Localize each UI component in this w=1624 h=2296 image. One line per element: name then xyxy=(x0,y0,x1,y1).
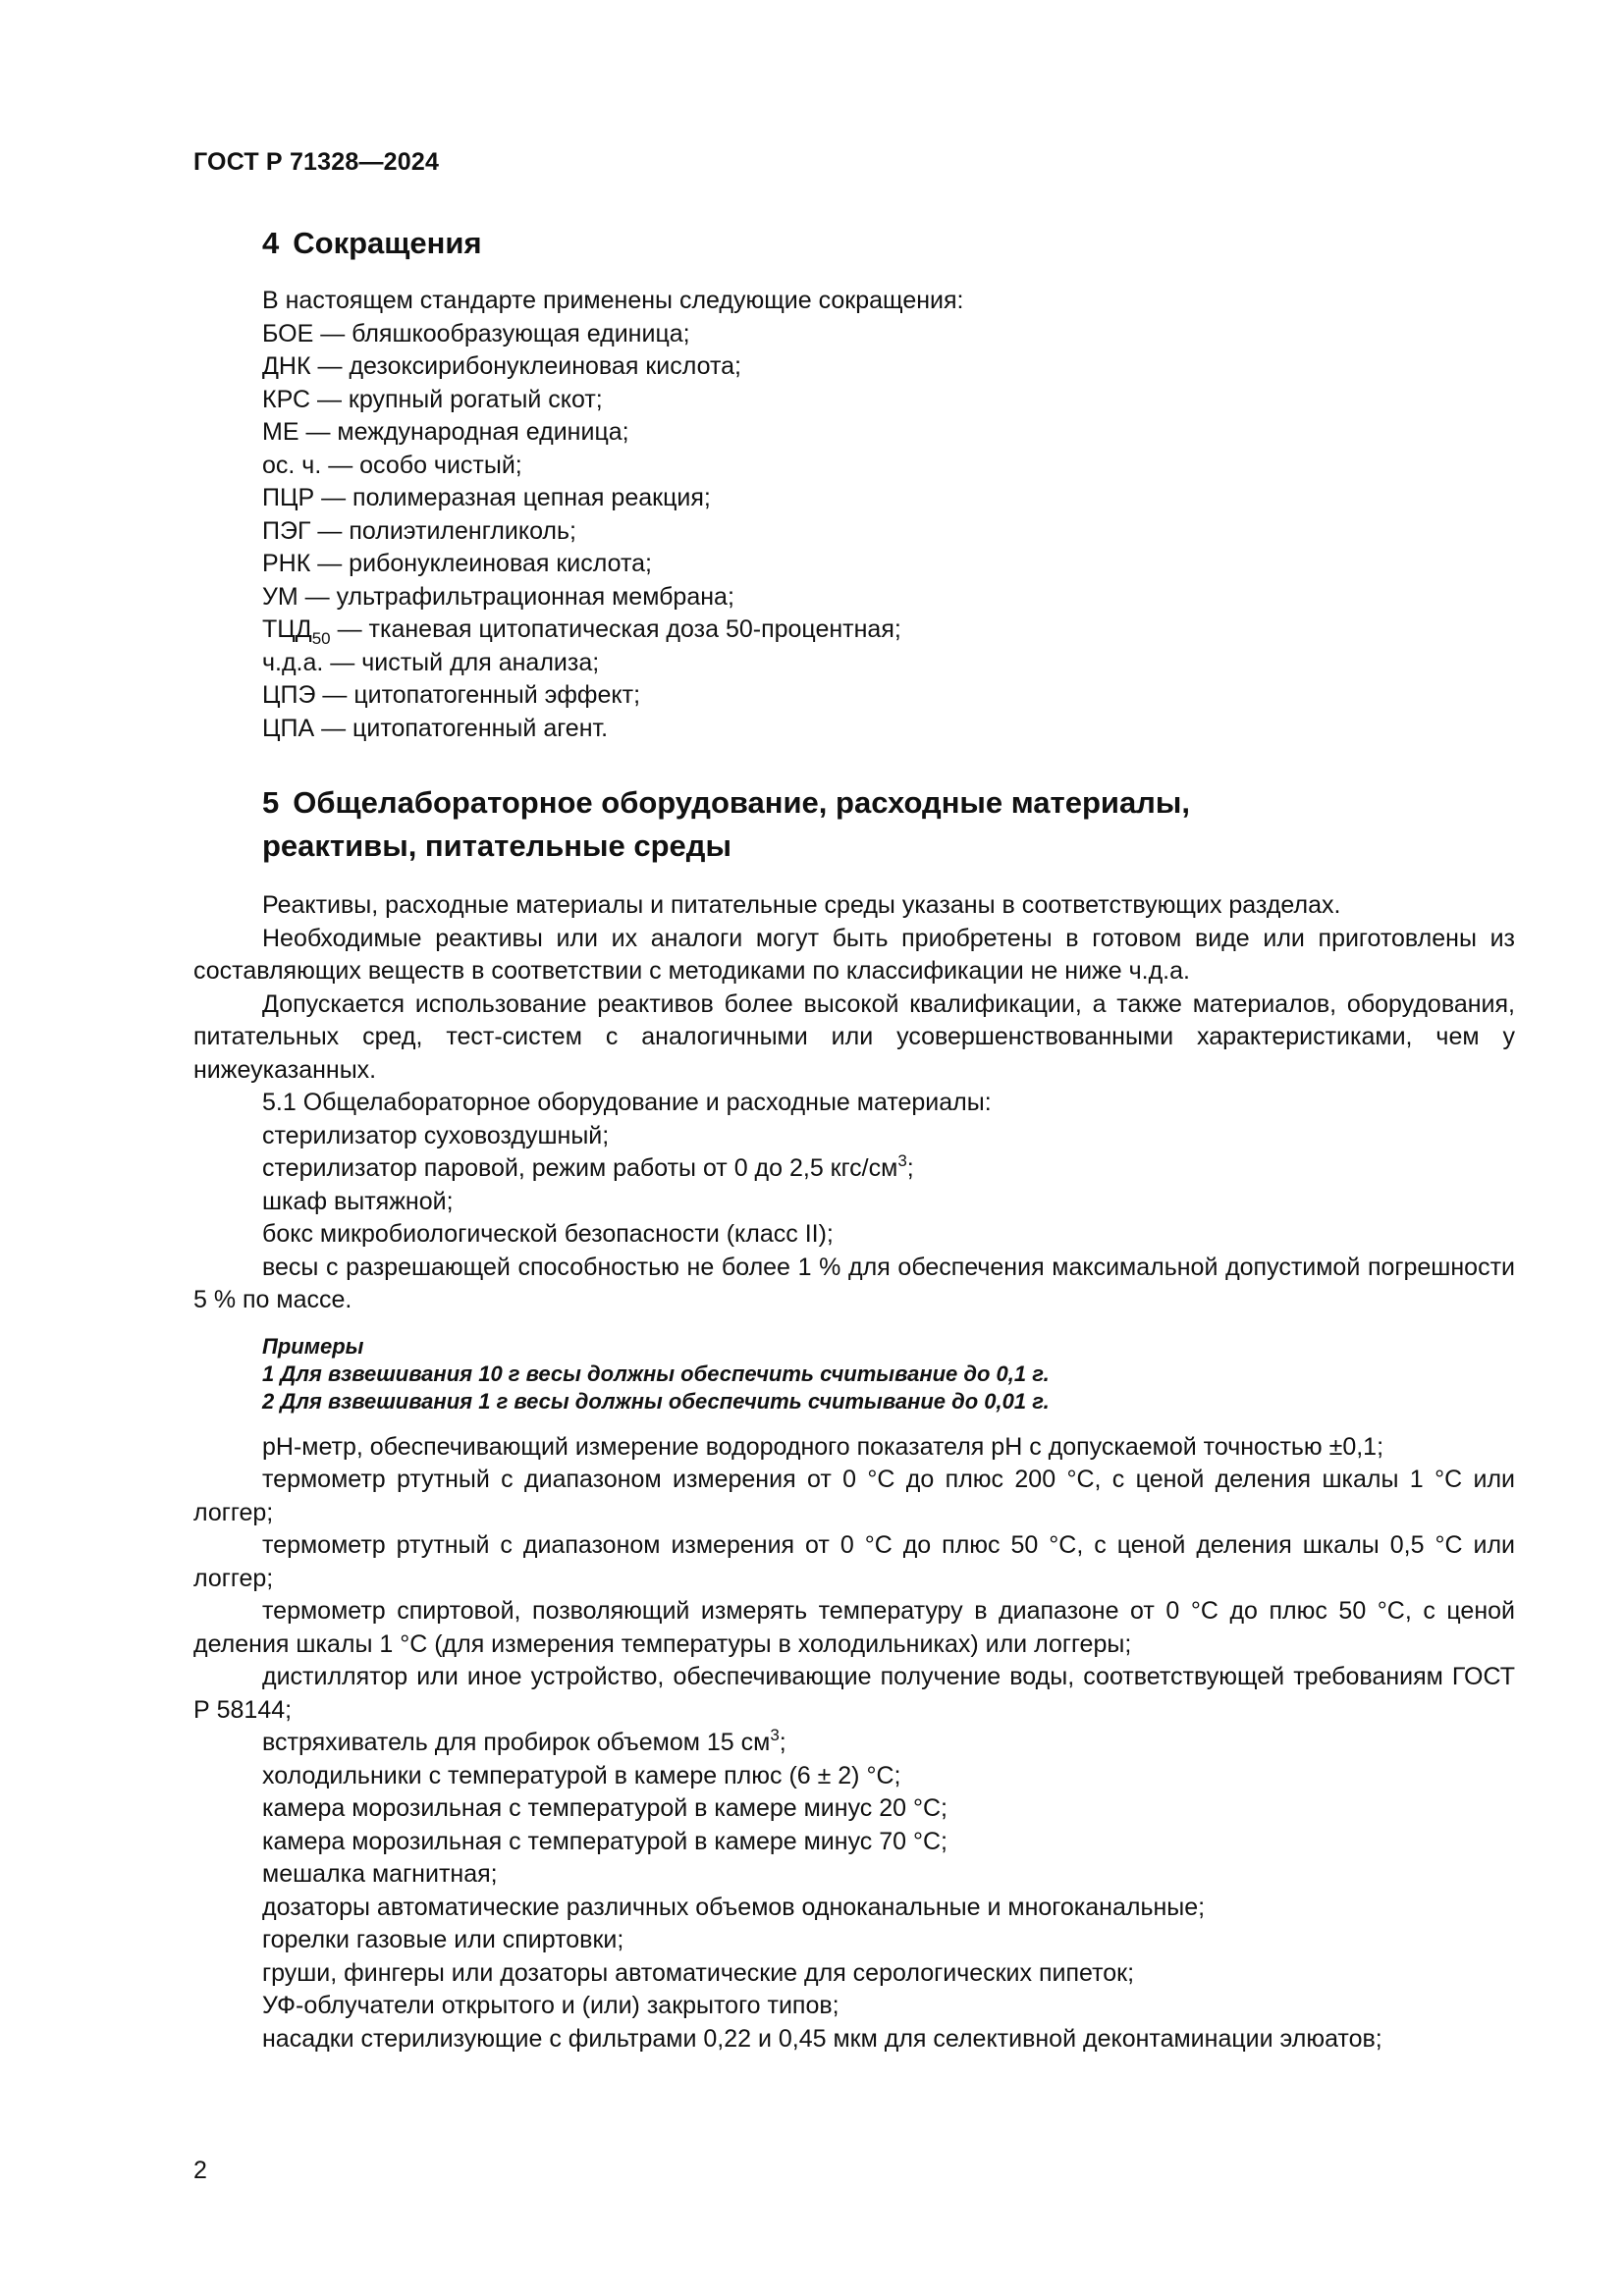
equipment-item-shaker xyxy=(193,1727,1515,1760)
section-4-number: 4 xyxy=(262,226,280,260)
equipment-item: камера морозильная с температурой в камере минус 20 °С; xyxy=(262,1794,947,1822)
section-5-title-line1: Общелабораторное оборудование, расходные материалы, xyxy=(293,785,1190,820)
equipment-item: бокс микробиологической безопасности (класс II); xyxy=(262,1220,834,1248)
equipment-item-sterilizer xyxy=(193,1152,1515,1186)
abbreviation-item: ч.д.а. — чистый для анализа; xyxy=(262,648,600,676)
abbreviation-item: ос. ч. — особо чистый; xyxy=(262,451,522,479)
tcd-abbr: ТЦД xyxy=(262,615,312,643)
tcd-definition: — тканевая цитопатическая доза 50-процентная; xyxy=(330,615,901,643)
abbreviation-item: БОЕ — бляшкообразующая единица; xyxy=(262,319,690,347)
equipment-item: холодильники с температурой в камере плюс (6 ± 2) °С; xyxy=(262,1761,901,1789)
abbreviation-item: ЦПЭ — цитопатогенный эффект; xyxy=(262,681,641,709)
superscript: 3 xyxy=(897,1151,907,1170)
paragraph: Допускается использование реактивов более высокой квалификации, а также материалов, оборудования, питательных сред, тест-систем с аналогичными или усовершенствованными характеристиками, чем у нижеуказанных. xyxy=(193,989,1515,1084)
abbreviation-item: ПЭГ — полиэтиленгликоль; xyxy=(262,516,576,545)
equipment-item: мешалка магнитная; xyxy=(262,1860,498,1888)
subsection-5-1: 5.1 Общелабораторное оборудование и расходные материалы: xyxy=(262,1089,992,1116)
superscript: 3 xyxy=(770,1726,780,1744)
section-5-number: 5 xyxy=(262,785,280,820)
equipment-item: насадки стерилизующие с фильтрами 0,22 и 0,45 мкм для селективной деконтаминации элюатов; xyxy=(262,2024,1382,2053)
equipment-item: горелки газовые или спиртовки; xyxy=(262,1926,624,1953)
equipment-item: стерилизатор суховоздушный; xyxy=(262,1121,610,1149)
abbreviation-item: ДНК — дезоксирибонуклеиновая кислота; xyxy=(262,352,741,380)
section-5-title-line2: реактивы, питательные среды xyxy=(262,828,731,863)
abbreviation-item: УМ — ультрафильтрационная мембрана; xyxy=(262,582,734,611)
equipment-item: камера морозильная с температурой в камере минус 70 °С; xyxy=(262,1827,947,1855)
section-4-title: Сокращения xyxy=(293,226,482,260)
equipment-item: дозаторы автоматические различных объемов одноканальные и многоканальные; xyxy=(262,1893,1206,1921)
examples-title: Примеры xyxy=(262,1333,364,1359)
abbreviation-item: КРС — крупный рогатый скот; xyxy=(262,385,603,413)
equipment-text: стерилизатор паровой, режим работы от 0 до 2,5 кгс/см xyxy=(262,1154,898,1182)
equipment-item: рН-метр, обеспечивающий измерение водородного показателя рН с допускаемой точностью ±0,1; xyxy=(262,1432,1384,1461)
abbreviations-intro: В настоящем стандарте применены следующие сокращения: xyxy=(262,287,964,314)
abbreviation-item: РНК — рибонуклеиновая кислота; xyxy=(262,550,652,577)
equipment-item: термометр спиртовой, позволяющий измерять температуру в диапазоне от 0 °С до плюс 50 °С, с ценой деления шкалы 1 °С (для измерения температуры в холодильниках) или логгеры; xyxy=(193,1597,1515,1658)
paragraph: Реактивы, расходные материалы и питательные среды указаны в соответствующих разделах. xyxy=(262,891,1341,919)
abbreviation-item: ЦПА — цитопатогенный агент. xyxy=(262,714,609,742)
abbreviations-list xyxy=(262,285,1515,745)
equipment-end: ; xyxy=(779,1729,786,1756)
equipment-item-scales: весы с разрешающей способностью не более 1 % для обеспечения максимальной допустимой погрешности 5 % по массе. xyxy=(193,1253,1515,1313)
tcd-subscript: 50 xyxy=(311,629,331,648)
example-item: 1 Для взвешивания 10 г весы должны обеспечить считывание до 0,1 г. xyxy=(262,1361,1050,1386)
section-4-heading xyxy=(262,222,1515,265)
equipment-item: термометр ртутный с диапазоном измерения от 0 °С до плюс 200 °С, с ценой деления шкалы 1 °С или логгер; xyxy=(193,1466,1515,1526)
page-content xyxy=(193,222,1515,2056)
equipment-end: ; xyxy=(906,1154,914,1182)
page-number: 2 xyxy=(193,2157,207,2184)
document-header: ГОСТ Р 71328—2024 xyxy=(193,148,440,176)
equipment-item: дистиллятор или иное устройство, обеспечивающие получение воды, соответствующей требованиям ГОСТ Р 58144; xyxy=(193,1663,1515,1724)
equipment-item: шкаф вытяжной; xyxy=(262,1187,454,1215)
equipment-text: встряхиватель для пробирок объемом 15 см xyxy=(262,1729,771,1756)
equipment-item: термометр ртутный с диапазоном измерения от 0 °С до плюс 50 °С, с ценой деления шкалы 0,5 °С или логгер; xyxy=(193,1531,1515,1592)
section-5-heading xyxy=(262,781,1515,868)
abbreviation-item-tcd50 xyxy=(262,614,1515,647)
equipment-item: груши, фингеры или дозаторы автоматические для серологических пипеток; xyxy=(262,1958,1135,1987)
equipment-item: УФ-облучатели открытого и (или) закрытого типов; xyxy=(262,1992,839,2019)
abbreviation-item: ПЦР — полимеразная цепная реакция; xyxy=(262,484,711,511)
abbreviation-item: МЕ — международная единица; xyxy=(262,418,629,446)
examples-block xyxy=(262,1333,1515,1415)
example-item: 2 Для взвешивания 1 г весы должны обеспечить считывание до 0,01 г. xyxy=(262,1388,1050,1414)
paragraph: Необходимые реактивы или их аналоги могут быть приобретены в готовом виде или приготовлены из составляющих веществ в соответствии с методиками по классификации не ниже ч.д.а. xyxy=(193,924,1515,985)
